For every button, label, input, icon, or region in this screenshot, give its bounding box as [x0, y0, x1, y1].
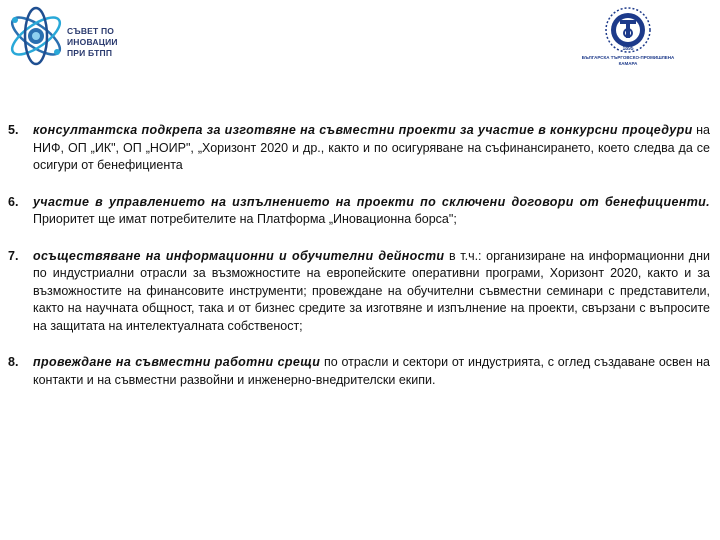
logo-caption-line: БЪЛГАРСКА ТЪРГОВСКО-ПРОМИШЛЕНА: [581, 55, 675, 60]
list-item: [8, 248, 710, 336]
item-emphasis: консултантска подкрепа за изготвяне на съвместни проекти за участие в конкурсни процедури: [33, 123, 693, 137]
item-number: 8.: [8, 355, 19, 369]
item-text: [33, 248, 710, 336]
item-emphasis: участие в управлението на изпълнението на проекти по сключени договори от бенефициенти.: [33, 194, 710, 209]
list-item: [8, 194, 710, 229]
item-emphasis: осъществяване на информационни и обучителни дейности: [33, 248, 445, 263]
item-number: 5.: [8, 123, 19, 137]
item-number: 7.: [8, 248, 19, 263]
item-body: на НИФ, ОП „ИК", ОП „НОИР", „Хоризонт 2020 и др., както и по осигуряване на съфинансирането, което следва да се осигури от бенефициента: [33, 123, 711, 172]
item-body: Приоритет ще имат потребителите на Платформа „Иновационна борса";: [33, 212, 457, 226]
logo-year: 1895: [622, 46, 634, 52]
list-item: [8, 122, 710, 175]
item-text: [33, 122, 710, 175]
item-number: 6.: [8, 194, 19, 209]
logo-text-line: ПРИ БТПП: [67, 48, 113, 58]
item-text: [33, 194, 710, 229]
numbered-list: [8, 122, 710, 408]
logo-caption-line: КАМАРА: [618, 60, 638, 66]
chamber-emblem-icon: [578, 6, 678, 56]
item-text: [33, 354, 710, 389]
logo-text-line: СЪВЕТ ПО: [67, 26, 115, 36]
council-logo: [4, 4, 122, 76]
list-item: [8, 354, 710, 389]
item-body: по отрасли и сектори от индустрията, с оглед създаване освен на контакти и на съвместни развойни и инженерно-внедрителски екипи.: [33, 355, 710, 387]
atom-icon: [4, 4, 68, 68]
logo-text-line: ИНОВАЦИИ: [67, 37, 118, 47]
chamber-logo: [578, 6, 678, 68]
item-emphasis: провеждане на съвместни работни срещи: [33, 355, 321, 369]
item-body: в т.ч.: организиране на информационни дни по индустриални отрасли за възможностите на европейските оперативни програми, Хоризонт 2020, както и за възможностите на финансовите инструменти; провеждане на обучителни съвместни семинари с представители, както на научната общност, така и от бизнес средите за изготвяне и изпълнение на проекти, свързани с въпросите на защитата на интелектуалната собственост;: [33, 248, 710, 333]
